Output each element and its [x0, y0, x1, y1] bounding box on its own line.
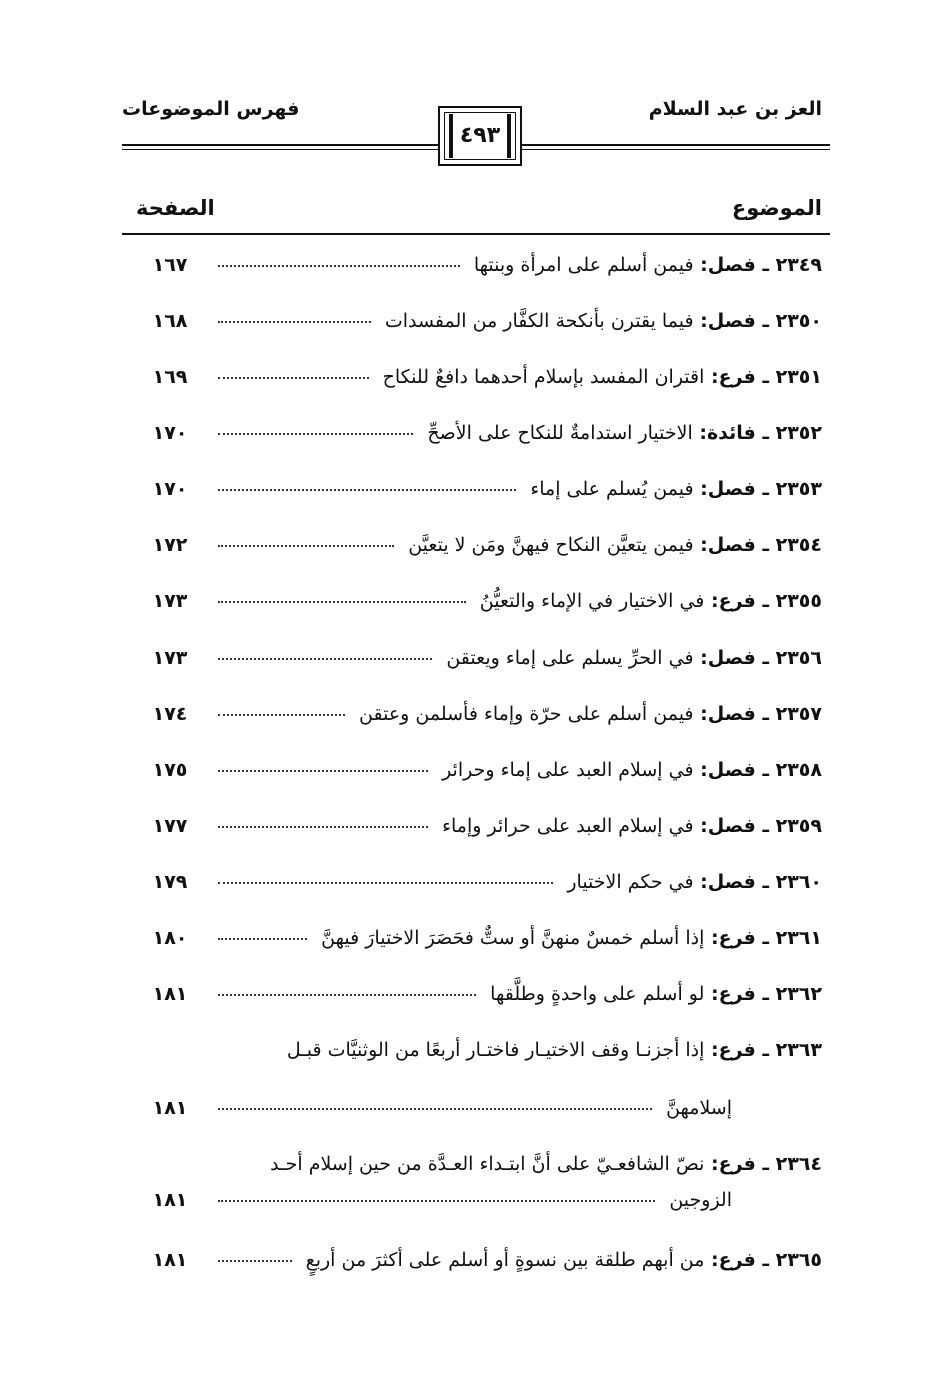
entry-text: فيمن أسلم على امرأة وبنتها [473, 254, 694, 276]
entry-number: ٢٣٤٩ [775, 254, 822, 276]
entry-separator: ـ [755, 815, 776, 837]
toc-entry [122, 525, 822, 565]
entry-colon: : [704, 983, 719, 1005]
toc-entry [122, 806, 822, 846]
entry-title [490, 974, 822, 1014]
toc-entry [122, 638, 822, 678]
leader-dots [218, 658, 432, 660]
entry-separator: ـ [755, 871, 776, 893]
leader-dots [218, 714, 345, 716]
entry-colon: : [704, 927, 719, 949]
entry-separator: ـ [755, 534, 776, 556]
entry-text: في الحرِّ يسلم على إماء ويعتقن [446, 647, 694, 669]
entry-continuation-text: إسلامهنَّ [666, 1097, 732, 1119]
leader-dots [218, 994, 476, 996]
entry-kind: فرع [718, 927, 756, 949]
entry-number: ٢٣٥١ [775, 366, 822, 388]
leader-dots [218, 433, 413, 435]
entry-number: ٢٣٦٠ [775, 871, 822, 893]
entry-kind: فرع [718, 1249, 756, 1271]
entry-colon: : [693, 759, 708, 781]
leader-dots [218, 265, 460, 267]
leader-dots [218, 826, 428, 828]
entry-title [427, 413, 822, 453]
toc-entry [122, 245, 822, 285]
entry-colon: : [693, 310, 708, 332]
leader-dots [218, 1108, 652, 1110]
entry-number: ٢٣٥٢ [775, 422, 822, 444]
leader-dots [218, 321, 371, 323]
entry-text: في الاختيار في الإماء والتعيُّنُ [479, 590, 705, 612]
leader-dots [218, 882, 553, 884]
entry-separator: ـ [755, 254, 776, 276]
section-title: فهرس الموضوعات [122, 98, 300, 120]
leader-dots [218, 938, 307, 940]
page-number: ٤٩٣ [459, 123, 501, 148]
entry-title [359, 694, 822, 734]
toc-entry [122, 301, 822, 341]
entry-page: ١٧٣ [152, 647, 188, 669]
entry-title [442, 750, 822, 790]
entry-title [408, 525, 822, 565]
entry-page: ١٨١ [152, 1249, 188, 1271]
entry-number: ٢٣٥٧ [775, 703, 822, 725]
entry-text: فيمن يُسلم على إماء [530, 478, 694, 500]
column-header-rule [122, 233, 830, 235]
entry-page: ١٧٠ [152, 478, 188, 500]
entry-title [287, 1030, 822, 1070]
entry-text: فيمن أسلم على حرّة وإماء فأسلمن وعتقن [359, 703, 694, 725]
entry-colon: : [693, 871, 708, 893]
column-header-topic: الموضوع [731, 196, 822, 220]
entry-title [306, 1240, 822, 1280]
entry-text: فيما يقترن بأنكحة الكفَّار من المفسدات [384, 310, 694, 332]
entry-separator: ـ [755, 478, 776, 500]
entry-kind: فصل [707, 254, 756, 276]
entry-colon: : [704, 1039, 719, 1061]
entry-kind: فصل [707, 815, 756, 837]
entry-separator: ـ [755, 759, 776, 781]
entry-separator: ـ [755, 1039, 776, 1061]
entry-colon: : [704, 1249, 719, 1271]
entry-separator: ـ [755, 983, 776, 1005]
entry-separator: ـ [755, 1249, 776, 1271]
toc-entry [122, 469, 822, 509]
entry-kind: فصل [707, 703, 756, 725]
toc-entry [122, 1144, 822, 1184]
entry-page: ١٧٢ [152, 534, 188, 556]
entry-separator: ـ [755, 1153, 776, 1175]
entry-kind: فرع [718, 983, 756, 1005]
entry-colon: : [693, 815, 708, 837]
toc-entry [122, 974, 822, 1014]
entry-kind: فصل [707, 647, 756, 669]
entry-colon: : [693, 647, 708, 669]
entry-title [442, 806, 822, 846]
entry-colon: : [693, 703, 708, 725]
entry-colon: : [704, 1153, 719, 1175]
toc-entry [122, 750, 822, 790]
toc-entry [122, 694, 822, 734]
entry-page: ١٨٠ [152, 927, 188, 949]
entry-colon: : [704, 590, 719, 612]
toc-entry-continuation [122, 1180, 822, 1220]
entry-separator: ـ [755, 647, 776, 669]
entry-number: ٢٣٥٩ [775, 815, 822, 837]
column-header-page: الصفحة [136, 196, 215, 220]
entry-page: ١٦٧ [152, 254, 188, 276]
entry-title [270, 1144, 822, 1184]
entry-title [383, 357, 822, 397]
entry-title [321, 918, 822, 958]
entry-colon: : [704, 366, 719, 388]
leader-dots [218, 545, 394, 547]
entry-kind: فصل [707, 871, 756, 893]
book-title: العز بن عبد السلام [648, 98, 822, 120]
entry-colon: : [693, 478, 708, 500]
entry-kind: فرع [718, 590, 756, 612]
entry-title [446, 638, 822, 678]
toc-entry [122, 581, 822, 621]
toc-entry [122, 918, 822, 958]
entry-title [385, 301, 822, 341]
entry-page: ١٦٩ [152, 366, 188, 388]
entry-page: ١٧٤ [152, 703, 188, 725]
entry-title [567, 862, 822, 902]
entry-kind: فصل [707, 759, 756, 781]
entry-text: اقتران المفسد بإسلام أحدهما دافعٌ للنكاح [382, 366, 705, 388]
entry-number: ٢٣٥٨ [775, 759, 822, 781]
entry-kind: فرع [718, 1153, 756, 1175]
entry-number: ٢٣٥٥ [775, 590, 822, 612]
entry-colon: : [693, 254, 708, 276]
entry-page: ١٧٠ [152, 422, 188, 444]
entry-page: ١٦٨ [152, 310, 188, 332]
toc-entry [122, 1030, 822, 1070]
toc-entry [122, 1240, 822, 1280]
entry-page: ١٨١ [152, 1189, 188, 1211]
entry-separator: ـ [755, 590, 776, 612]
entry-number: ٢٣٦٣ [775, 1039, 822, 1061]
entry-separator: ـ [755, 422, 776, 444]
leader-dots [218, 1200, 655, 1202]
entry-number: ٢٣٥٦ [775, 647, 822, 669]
entry-separator: ـ [755, 703, 776, 725]
entry-page: ١٨١ [152, 1097, 188, 1119]
entry-text: الاختيار استدامةٌ للنكاح على الأصحِّ [427, 422, 693, 444]
entry-kind: فرع [718, 1039, 756, 1061]
entry-number: ٢٣٥٣ [775, 478, 822, 500]
leader-dots [218, 489, 516, 491]
entry-kind: فصل [707, 310, 756, 332]
leader-dots [218, 1260, 292, 1262]
entry-text: من أبهم طلقة بين نسوةٍ أو أسلم على أكثرَ من أربعٍ [305, 1249, 705, 1271]
entry-text: لو أسلم على واحدةٍ وطلَّقها [490, 983, 705, 1005]
entry-kind: فرع [718, 366, 756, 388]
leader-dots [218, 377, 369, 379]
entry-number: ٢٣٥٤ [775, 534, 822, 556]
entry-kind: فصل [707, 534, 756, 556]
entry-text: في إسلام العبد على حرائر وإماء [442, 815, 694, 837]
entry-kind: فائدة [706, 422, 756, 444]
leader-dots [218, 601, 466, 603]
entry-page: ١٨١ [152, 983, 188, 1005]
toc-entry-continuation [122, 1088, 822, 1128]
leader-dots [218, 770, 428, 772]
page-number-frame [438, 106, 522, 166]
entry-page: ١٧٣ [152, 590, 188, 612]
entry-colon: : [692, 422, 707, 444]
toc-entry [122, 862, 822, 902]
entry-number: ٢٣٦٥ [775, 1249, 822, 1271]
entry-number: ٢٣٥٠ [775, 310, 822, 332]
entry-separator: ـ [755, 927, 776, 949]
entry-separator: ـ [755, 310, 776, 332]
toc-entry [122, 413, 822, 453]
entry-continuation-text: الزوجين [669, 1189, 732, 1211]
entry-text: فيمن يتعيَّن النكاح فيهنَّ ومَن لا يتعيَّن [408, 534, 694, 556]
entry-page: ١٧٧ [152, 815, 188, 837]
entry-text: نصّ الشافعـيّ على أنَّ ابتـداء العـدَّة من حين إسلام أحـد [270, 1153, 705, 1175]
entry-text: إذا أجزنـا وقف الاختيـار فاختـار أربعًا من الوثنيَّات قبـل [286, 1039, 705, 1061]
entry-page: ١٧٥ [152, 759, 188, 781]
entry-text: إذا أسلم خمسٌ منهنَّ أو ستٌّ فحَصَرَ الاختيارَ فيهنَّ [321, 927, 705, 949]
entry-colon: : [693, 534, 708, 556]
entry-number: ٢٣٦٤ [775, 1153, 822, 1175]
toc-entry [122, 357, 822, 397]
entry-title [480, 581, 822, 621]
entry-title [530, 469, 822, 509]
entry-title [474, 245, 822, 285]
entry-text: في إسلام العبد على إماء وحرائر [442, 759, 694, 781]
entry-number: ٢٣٦٢ [775, 983, 822, 1005]
entry-kind: فصل [707, 478, 756, 500]
entry-text: في حكم الاختيار [567, 871, 694, 893]
entry-separator: ـ [755, 366, 776, 388]
entry-number: ٢٣٦١ [775, 927, 822, 949]
entry-page: ١٧٩ [152, 871, 188, 893]
